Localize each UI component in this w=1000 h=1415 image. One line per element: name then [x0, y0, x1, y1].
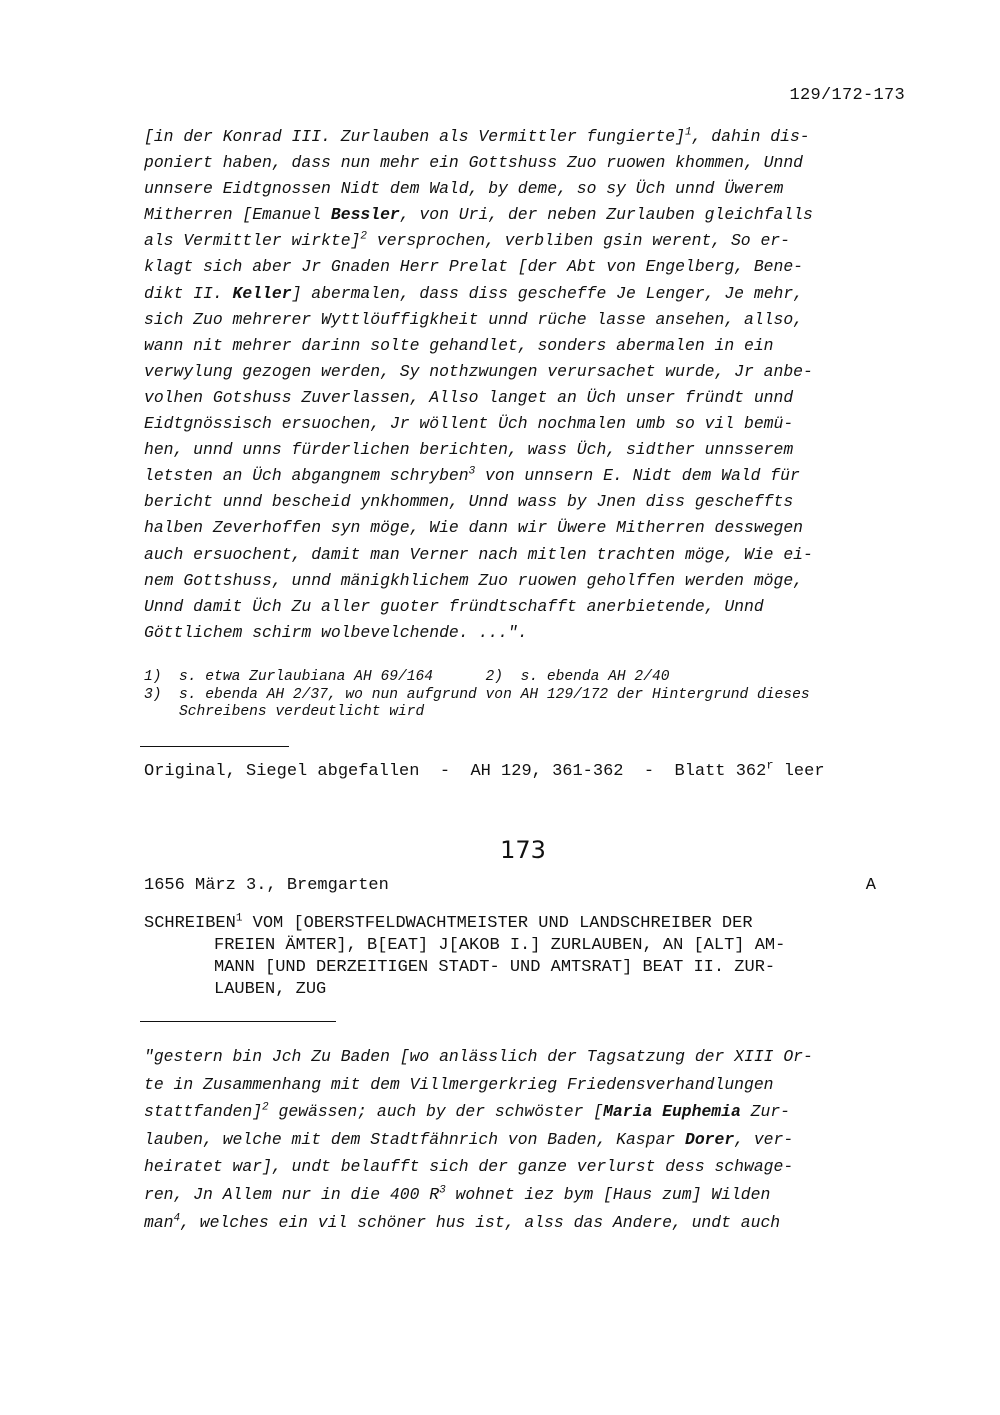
footnote-ref: 4 — [173, 1212, 181, 1225]
text-line: Göttlichem schirm wolbevelchende. ...". — [144, 622, 528, 642]
footnote-line: Schreibens verdeutlicht wird — [144, 704, 425, 721]
text-line: [in der Konrad III. Zurlauben als Vermittler fungierte]$^1$, dahin dis- — [144, 126, 810, 146]
text-line: halben Zeverhoffen syn möge, Wie dann wir Üwere Mitherren desswegen — [144, 518, 804, 538]
text-line: te in Zusammenhang mit dem Villmergerkrieg Friedensverhandlungen — [144, 1074, 774, 1094]
document-mark: A — [865, 876, 876, 895]
letter-text — [144, 1043, 914, 1236]
heading-line: LAUBEN, ZUG — [214, 980, 327, 999]
footnote-ref: 1 — [684, 126, 692, 139]
text-line: verwylung gezogen werden, Sy nothzwungen verursachet wurde, Jr anbe- — [144, 361, 813, 381]
text-line: Eidtgnössisch ersuochen, Jr wöllent Üch nochmalen umb so vil bemü- — [144, 414, 794, 434]
person-name: Bessler — [330, 205, 400, 225]
text-line: stattfanden]$^2$ gewässen; auch by der schwöster [Maria Euphemia Zur- — [144, 1101, 790, 1122]
text-line: volhen Gotshuss Zuverlassen, Allso langet an Üch unser fründt unnd — [144, 387, 794, 407]
text-line: als Vermittler wirkte]$^2$ versprochen, verbliben gsin werent, So er- — [144, 230, 790, 251]
text-line: heiratet war], undt belaufft sich der ganze verlurst dess schwage- — [144, 1157, 794, 1177]
footnote-ref: 1 — [235, 912, 243, 925]
source-note-tail: leer — [773, 762, 825, 781]
text-line: bericht unnd bescheid ynkhommen, Unnd wass by Jnen diss gescheffts — [144, 492, 794, 512]
footnote-ref: 2 — [360, 230, 368, 243]
footnote-divider — [140, 746, 289, 747]
text-line: Unnd damit Üch Zu aller guoter fründtschafft anerbietende, Unnd — [144, 596, 764, 616]
source-note-text: Original, Siegel abgefallen - AH 129, 361-362 - Blatt 362 — [144, 762, 767, 781]
document-heading — [144, 913, 904, 1001]
source-note-superscript: r — [766, 758, 774, 773]
text-line: dikt II. Keller] abermalen, dass diss gescheffe Je Lenger, Je mehr, — [144, 283, 804, 303]
footnote-line: 1) s. etwa Zurlaubiana AH 69/164 2) s. ebenda AH 2/40 — [144, 669, 670, 685]
text-line: klagt sich aber Jr Gnaden Herr Prelat [der Abt von Engelberg, Bene- — [144, 257, 804, 277]
footnote-ref: 3 — [468, 465, 476, 478]
text-line: lauben, welche mit dem Stadtfähnrich von Baden, Kaspar Dorer, ver- — [144, 1129, 794, 1149]
letter-text-continued — [144, 124, 914, 646]
text-line: hen, unnd unns fürderlichen berichten, wass Üch, sidther unnsserem — [144, 440, 794, 460]
document-number: 173 — [500, 836, 546, 864]
text-line: nem Gottshuss, unnd mänigkhlichem Zuo ruowen geholffen werden möge, — [144, 570, 804, 590]
heading-line: SCHREIBEN$^1$ VOM [OBERSTFELDWACHTMEISTER UND LANDSCHREIBER DER — [144, 912, 753, 933]
text-line: auch ersuochent, damit man Verner nach mitlen trachten möge, Wie ei- — [144, 544, 813, 564]
person-name: Maria Euphemia — [603, 1102, 741, 1122]
text-line: unnsere Eidtgnossen Nidt dem Wald, by deme, so sy Üch unnd Üwerem — [144, 179, 784, 199]
text-line: letsten an Üch abgangnem schryben$^3$ von unnsern E. Nidt dem Wald für — [144, 465, 800, 486]
text-line: ren, Jn Allem nur in die 400 $R^3$ wohnet iez bym [Haus zum] Wilden — [144, 1184, 771, 1204]
text-line: Mitherren [Emanuel Bessler, von Uri, der neben Zurlauben gleichfalls — [144, 205, 813, 225]
heading-line: MANN [UND DERZEITIGEN STADT- UND AMTSRAT] BEAT II. ZUR- — [214, 958, 776, 977]
heading-divider — [140, 1021, 336, 1022]
text-line: wann nit mehrer darinn solte gehandlet, sonders abermalen in ein — [144, 335, 774, 355]
person-name: Dorer — [684, 1129, 735, 1149]
person-name: Keller — [232, 283, 292, 303]
page-reference: 129/172-173 — [789, 86, 905, 105]
footnote-ref: 2 — [262, 1101, 269, 1114]
footnotes — [144, 669, 924, 722]
footnote-line: 3) s. ebenda AH 2/37, wo nun aufgrund von AH 129/172 der Hintergrund dieses — [144, 686, 810, 703]
text-line: man$^4$, welches ein vil schöner hus ist, alss das Andere, undt auch — [144, 1212, 781, 1232]
footnote-ref: 3 — [439, 1184, 446, 1197]
heading-line: FREIEN ÄMTER], B[EAT] J[AKOB I.] ZURLAUBEN, AN [ALT] AM- — [214, 936, 786, 955]
source-note — [144, 758, 825, 781]
text-line: "gestern bin Jch Zu Baden [wo anlässlich der Tagsatzung der XIII Or- — [144, 1047, 813, 1066]
text-line: sich Zuo mehrerer Wyttlöuffigkheit unnd rüche lasse ansehen, allso, — [144, 309, 804, 329]
text-line: poniert haben, dass nun mehr ein Gottshuss Zuo ruowen khommen, Unnd — [144, 153, 804, 173]
date-place-line — [144, 876, 876, 895]
document-date: 1656 März 3., Bremgarten — [144, 876, 389, 895]
